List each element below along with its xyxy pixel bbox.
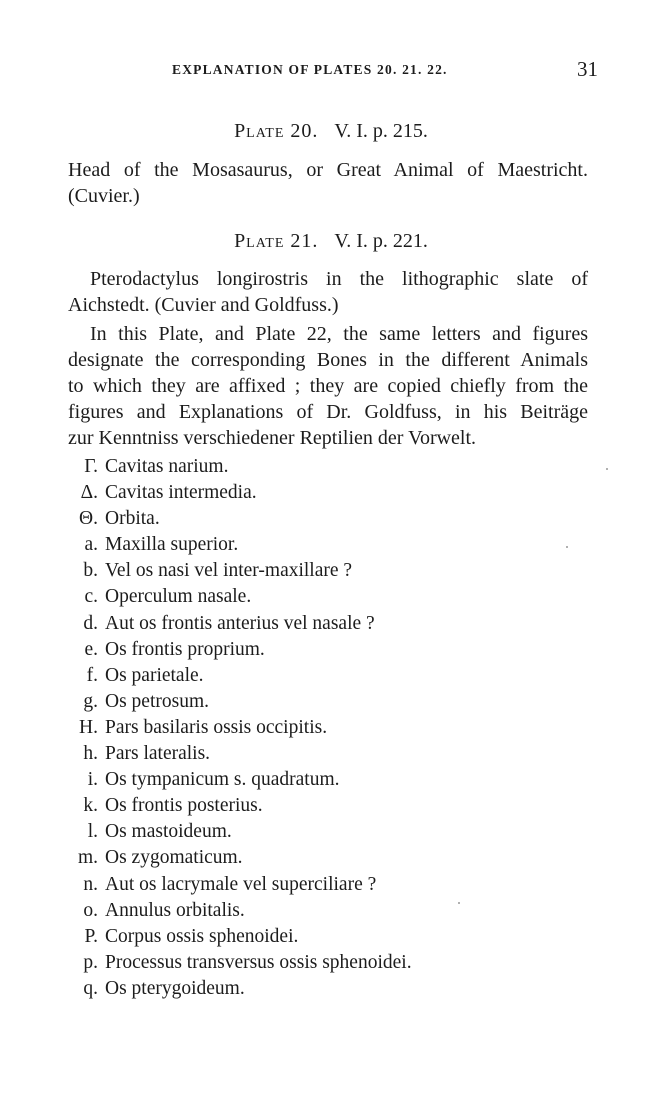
legend-text: Os frontis posterius. [105, 795, 263, 817]
legend-key: o. [83, 899, 98, 921]
legend-text: Aut os frontis anterius vel nasale ? [105, 612, 375, 634]
legend-key: d. [83, 612, 98, 634]
plate-21-intro [68, 266, 588, 318]
legend-text: Os pterygoideum. [105, 977, 245, 999]
legend-item [68, 898, 588, 924]
legend-item [68, 819, 588, 845]
plate-20-heading [0, 120, 662, 143]
legend-text: Annulus orbitalis. [105, 899, 245, 921]
legend-key: e. [84, 638, 98, 660]
plate-21-body-line-1: In this Plate, and Plate 22, the same letters and figures [90, 323, 588, 345]
legend-key: l. [87, 821, 98, 843]
plate-21-body-line-4: figures and Explanations of Dr. Goldfuss, in his Beiträge [68, 401, 588, 423]
legend-text: Pars lateralis. [105, 743, 211, 765]
paper-speck [566, 546, 568, 548]
legend-text: Os parietale. [105, 664, 204, 686]
plate-21-label: Plate 21. [234, 230, 319, 252]
legend-item [68, 715, 588, 741]
legend-item [68, 663, 588, 689]
legend-text: Corpus ossis sphenoidei. [105, 925, 299, 947]
legend-text: Pars basilaris ossis occipitis. [105, 716, 328, 738]
plate-21-heading [0, 230, 662, 253]
plate-20-reference: V. I. p. 215. [334, 120, 428, 142]
legend-item [68, 689, 588, 715]
paper-speck [458, 902, 460, 904]
plate-21-explanation [68, 321, 588, 451]
legend-text: Vel os nasi vel inter-maxillare ? [105, 560, 353, 582]
legend-key: i. [87, 769, 98, 791]
legend-text: Os petrosum. [105, 690, 209, 712]
plate-20-label: Plate 20. [234, 120, 319, 142]
plate-21-body-line-3: to which they are affixed ; they are copied chiefly from the [68, 375, 588, 397]
plate-20-line-2: (Cuvier.) [68, 185, 140, 207]
legend-text: Os mastoideum. [105, 821, 232, 843]
legend-key: p. [83, 951, 98, 973]
legend-text: Os zygomaticum. [105, 847, 243, 869]
legend-item [68, 793, 588, 819]
legend-item [68, 637, 588, 663]
legend-text: Cavitas narium. [105, 456, 229, 477]
legend-text: Os tympanicum s. quadratum. [105, 769, 340, 791]
plate-20-line-1: Head of the Mosasaurus, or Great Animal of Maestricht. [68, 159, 588, 181]
plate-21-intro-line-2: Aichstedt. (Cuvier and Goldfuss.) [68, 294, 339, 316]
legend-item [68, 872, 588, 898]
page-number: 31 [577, 57, 598, 81]
legend-item [68, 924, 588, 950]
legend-key: n. [83, 873, 98, 895]
legend-key: k. [83, 795, 98, 817]
legend-item [68, 532, 588, 558]
legend-text: Orbita. [105, 508, 160, 530]
legend-key: f. [86, 664, 98, 686]
legend-key: q. [83, 977, 98, 999]
legend-key: Δ. [80, 482, 98, 504]
legend-item [68, 584, 588, 610]
legend-key: g. [83, 690, 98, 712]
paper-speck [606, 468, 608, 470]
legend-key: Γ. [84, 456, 98, 477]
legend-item [68, 950, 588, 976]
legend-item [68, 741, 588, 767]
running-title: EXPLANATION OF PLATES 20. 21. 22. [172, 62, 448, 77]
legend-key: P. [84, 925, 98, 947]
legend-item [68, 611, 588, 637]
legend-key: a. [84, 534, 98, 556]
legend-text: Maxilla superior. [105, 534, 239, 556]
bone-legend [68, 454, 588, 1002]
plate-21-body-line-2: designate the corresponding Bones in the different Animals [68, 349, 588, 371]
legend-key: Θ. [79, 508, 98, 530]
page-header [172, 57, 606, 86]
legend-item [68, 506, 588, 532]
legend-key: b. [83, 560, 98, 582]
plate-21-intro-line-1: Pterodactylus longirostris in the lithographic slate of [90, 268, 588, 290]
legend-item [68, 558, 588, 584]
legend-text: Os frontis proprium. [105, 638, 265, 660]
plate-21-body-line-5: zur Kenntniss verschiedener Reptilien der Vorwelt. [68, 427, 477, 449]
legend-item [68, 976, 588, 1002]
legend-text: Operculum nasale. [105, 586, 252, 608]
legend-key: h. [83, 743, 98, 765]
legend-item [68, 480, 588, 506]
legend-item [68, 767, 588, 793]
legend-text: Cavitas intermedia. [105, 482, 257, 504]
legend-key: m. [77, 847, 98, 869]
legend-key: H. [79, 716, 98, 738]
legend-key: c. [84, 586, 98, 608]
legend-item [68, 454, 588, 480]
plate-21-reference: V. I. p. 221. [334, 230, 428, 252]
plate-20-description [68, 157, 588, 209]
legend-text: Aut os lacrymale vel superciliare ? [105, 873, 377, 895]
legend-item [68, 845, 588, 871]
legend-text: Processus transversus ossis sphenoidei. [105, 951, 412, 973]
